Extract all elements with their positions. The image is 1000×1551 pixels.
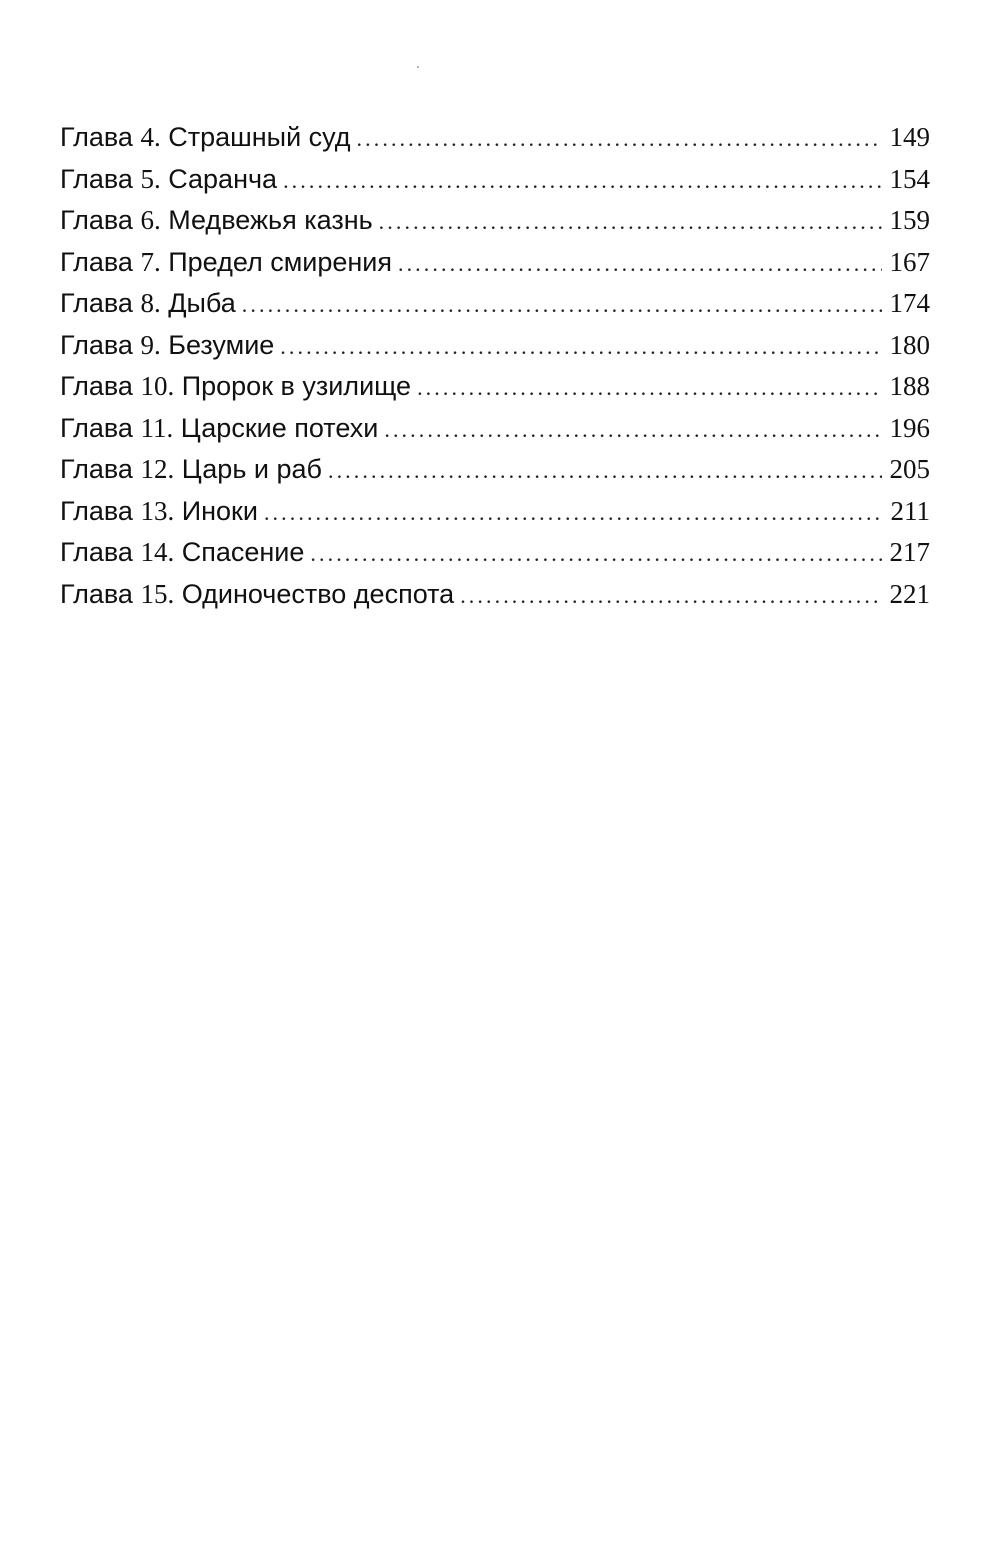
chapter-title (60, 242, 392, 284)
chapter-title (60, 574, 454, 616)
chapter-name: Спасение (181, 537, 305, 567)
chapter-name: Медвежья казнь (168, 205, 373, 235)
toc-entry (60, 117, 930, 159)
toc-entry (60, 325, 930, 367)
dot-leader (379, 201, 882, 243)
chapter-title (60, 325, 274, 367)
chapter-name: Одиночество деспота (181, 578, 455, 609)
dot-leader (328, 450, 882, 492)
chapter-name: Саранча (168, 163, 278, 194)
chapter-title (60, 283, 236, 325)
toc-entry (60, 200, 930, 242)
chapter-title (60, 366, 411, 408)
chapter-word: Глава (60, 329, 133, 360)
toc-entry (60, 574, 930, 616)
chapter-number: 5. (140, 163, 161, 194)
chapter-word: Глава (60, 205, 133, 235)
print-speck (417, 66, 419, 68)
dot-leader (310, 533, 882, 575)
chapter-word: Глава (60, 122, 133, 152)
dot-leader (384, 409, 882, 451)
toc-entry (60, 283, 930, 325)
chapter-name: Пророк в узилище (181, 371, 412, 401)
toc-entry (60, 491, 930, 533)
chapter-number: 9. (140, 329, 161, 360)
page-number: 180 (889, 329, 930, 360)
page-number: 159 (889, 205, 930, 235)
dot-leader (417, 367, 882, 409)
chapter-title (60, 200, 373, 242)
page-number: 196 (889, 412, 930, 443)
page-number: 217 (889, 537, 930, 567)
chapter-number: 12. (140, 454, 175, 484)
chapter-number: 8. (140, 288, 161, 318)
chapter-number: 6. (140, 205, 161, 235)
chapter-word: Глава (60, 537, 133, 567)
toc-entry (60, 532, 930, 574)
chapter-name: Дыба (168, 288, 236, 318)
chapter-number: 14. (140, 537, 175, 567)
toc-entry (60, 159, 930, 201)
chapter-number: 15. (140, 578, 175, 609)
dot-leader (283, 160, 882, 202)
chapter-title (60, 491, 258, 533)
table-of-contents (60, 117, 930, 615)
chapter-number: 4. (140, 122, 161, 152)
dot-leader (264, 492, 882, 534)
chapter-word: Глава (60, 246, 133, 277)
dot-leader (460, 575, 882, 617)
chapter-name: Царь и раб (181, 454, 322, 484)
page-number: 188 (889, 371, 930, 401)
chapter-name: Иноки (181, 495, 258, 526)
page-number: 174 (889, 288, 930, 318)
toc-entry (60, 449, 930, 491)
chapter-word: Глава (60, 578, 133, 609)
page-number: 205 (889, 454, 930, 484)
chapter-word: Глава (60, 288, 133, 318)
chapter-number: 7. (140, 246, 161, 277)
chapter-name: Безумие (168, 329, 275, 360)
dot-leader (242, 284, 882, 326)
toc-entry (60, 408, 930, 450)
chapter-title (60, 159, 277, 201)
page-number: 167 (889, 246, 930, 277)
toc-entry (60, 242, 930, 284)
chapter-word: Глава (60, 495, 133, 526)
chapter-number: 10. (140, 371, 175, 401)
chapter-number: 11. (140, 412, 174, 443)
chapter-name: Царские потехи (180, 412, 379, 443)
chapter-word: Глава (60, 371, 133, 401)
page-number: 149 (889, 122, 930, 152)
page-number: 211 (890, 495, 930, 526)
page-number: 221 (889, 578, 930, 609)
chapter-word: Глава (60, 163, 133, 194)
chapter-name: Страшный суд (168, 122, 351, 152)
chapter-title (60, 532, 304, 574)
chapter-title (60, 117, 351, 159)
dot-leader (280, 326, 882, 368)
chapter-word: Глава (60, 454, 133, 484)
chapter-word: Глава (60, 412, 133, 443)
chapter-title (60, 408, 378, 450)
chapter-name: Предел смирения (168, 246, 392, 277)
chapter-title (60, 449, 322, 491)
dot-leader (357, 118, 882, 160)
dot-leader (398, 243, 882, 285)
chapter-number: 13. (140, 495, 175, 526)
toc-entry (60, 366, 930, 408)
page-number: 154 (889, 163, 930, 194)
